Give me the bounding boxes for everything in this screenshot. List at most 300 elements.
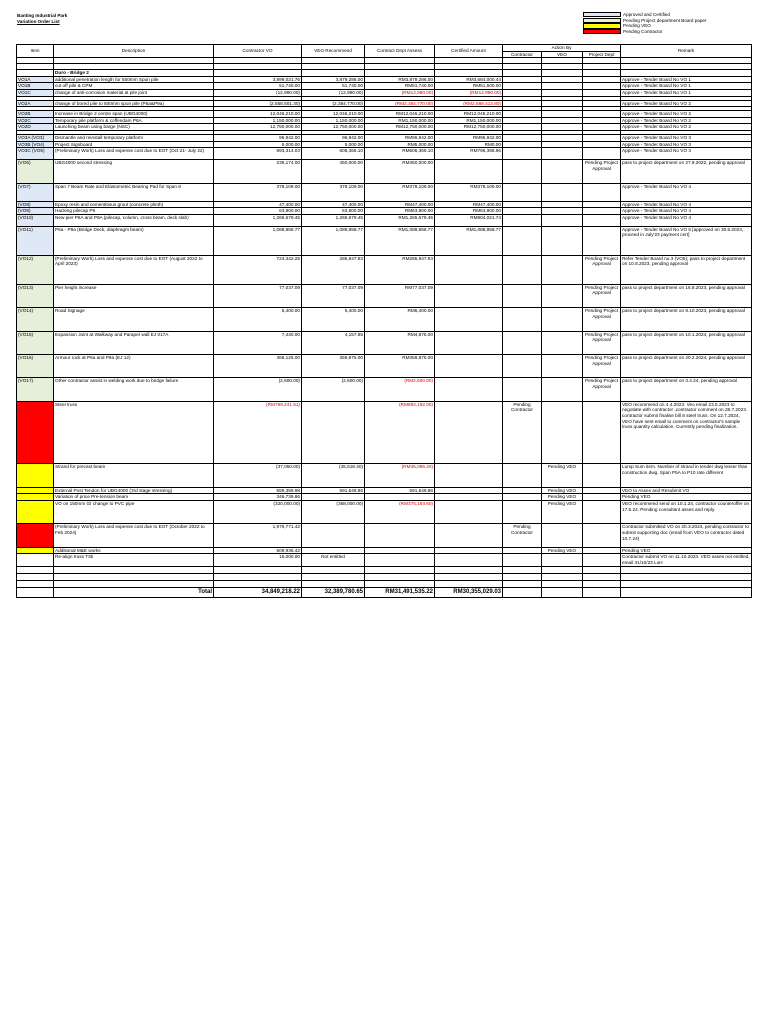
description-cell: Armour rock at P6a and P9a (EJ 12) [54, 355, 214, 378]
certified-amount-cell: RM378,109.00 [435, 183, 503, 201]
contract-dept-cell: RM4,875.00 [365, 331, 435, 354]
legend [583, 12, 707, 34]
description-cell: Variation of price Pre-tension beam [54, 494, 214, 501]
veo-recommend-cell: 96,942.00 [302, 134, 365, 141]
action-contractor-cell [503, 134, 542, 141]
contract-dept-cell [365, 524, 435, 547]
action-veo-cell [542, 134, 583, 141]
contract-dept-cell: (RM12,990.00) [365, 89, 435, 96]
veo-recommend-cell: 378,109.00 [302, 183, 365, 201]
action-contractor-cell [503, 76, 542, 83]
contractor-vo-cell: 1,150,000.00 [214, 117, 302, 124]
action-contractor-cell [503, 124, 542, 131]
action-contractor-cell [503, 331, 542, 354]
contract-dept-cell: RM359,875.00 [365, 355, 435, 378]
contract-dept-cell: (RM375,193.60) [365, 501, 435, 524]
certified-amount-cell [435, 554, 503, 566]
veo-recommend-cell: 6,400.00 [302, 308, 365, 331]
action-project-cell [583, 111, 621, 118]
action-project-cell [583, 401, 621, 464]
contractor-vo-cell: 7,440.00 [214, 331, 302, 354]
certified-amount-cell [435, 255, 503, 284]
remark-cell: pass to project department on 10.1.2024, pending approval [621, 331, 752, 354]
description-cell: additional penetration length for 500mm Spun pile [54, 76, 214, 83]
action-veo-cell [542, 401, 583, 464]
table-row [17, 355, 752, 378]
veo-recommend-cell: 47,400.00 [302, 201, 365, 208]
remark-cell: Lump Sum item. Number of strand in tender dwg lesser than construction dwg. Span P5A to P10 rate different [621, 464, 752, 487]
action-contractor-cell [503, 487, 542, 494]
action-project-cell [583, 141, 621, 148]
remark-cell: Approve - Tender Board No VO 4 [621, 183, 752, 201]
header-action-veo: VEO [542, 51, 583, 58]
item-cell: VO1B [17, 83, 54, 90]
action-contractor-cell [503, 226, 542, 255]
table-row [17, 554, 752, 566]
contract-dept-cell: RM378,109.00 [365, 183, 435, 201]
action-veo-cell [542, 183, 583, 201]
item-cell: (VO10) [17, 214, 54, 226]
action-contractor-cell [503, 214, 542, 226]
legend-swatch [583, 29, 621, 34]
description-cell: Launching beam using barge (NSC) [54, 124, 214, 131]
action-veo-cell [542, 226, 583, 255]
section-row [17, 70, 752, 77]
action-veo-cell [542, 160, 583, 183]
contract-dept-cell: RM1,265,679.45 [365, 214, 435, 226]
action-contractor-cell [503, 160, 542, 183]
item-cell: VO3A (VO3) [17, 134, 54, 141]
action-contractor-cell [503, 141, 542, 148]
action-veo-cell [542, 554, 583, 566]
veo-recommend-cell: (12,990.00) [302, 89, 365, 96]
header-remark: Remark [621, 45, 752, 58]
legend-label: Pending Project department Board paper [623, 17, 707, 23]
contractor-vo-cell: 239,174.00 [214, 160, 302, 183]
action-contractor-cell [503, 284, 542, 307]
item-cell: VO3C (VO5) [17, 148, 54, 160]
contractor-vo-cell: 1,265,679.45 [214, 214, 302, 226]
table-row [17, 183, 752, 201]
veo-recommend-cell: (368,000.00) [302, 501, 365, 524]
description-cell: Project Signboard [54, 141, 214, 148]
description-cell: cut off pile & CPM [54, 83, 214, 90]
certified-amount-cell: RM0.00 [435, 141, 503, 148]
action-veo-cell: Pending VEO [542, 501, 583, 524]
action-project-cell [583, 494, 621, 501]
legend-label: Pending VEO [623, 23, 651, 29]
action-project-cell [583, 524, 621, 547]
remark-cell: Approve - Tender Board No VO 2 [621, 124, 752, 131]
remark-cell: Approve - Tender Board No VO 1 [621, 83, 752, 90]
contract-dept-cell: (RM892,192.00) [365, 401, 435, 464]
veo-recommend-cell: (45,518.40) [302, 464, 365, 487]
action-veo-cell [542, 124, 583, 131]
description-cell: Steel truss [54, 401, 214, 464]
action-project-cell [583, 214, 621, 226]
remark-cell: Pending VEO [621, 494, 752, 501]
table-row [17, 83, 752, 90]
remark-cell: Approve - Tender Board No VO 2 [621, 100, 752, 107]
item-cell [17, 501, 54, 524]
certified-amount-cell [435, 487, 503, 494]
contractor-vo-cell: 3,899,021.76 [214, 76, 302, 83]
contractor-vo-cell: (320,000.00) [214, 501, 302, 524]
table-row [17, 134, 752, 141]
action-project-cell [583, 89, 621, 96]
legend-swatch [583, 23, 621, 28]
contract-dept-cell: (RM2,600.00) [365, 378, 435, 401]
description-cell: Hacking pilecap P9 [54, 208, 214, 215]
veo-recommend-cell: 606,366.10 [302, 148, 365, 160]
item-cell: VO1A [17, 76, 54, 83]
action-veo-cell [542, 141, 583, 148]
contract-dept-cell: RM96,942.00 [365, 134, 435, 141]
item-cell: VO2C [17, 117, 54, 124]
action-project-cell: Pending Project Approval [583, 355, 621, 378]
veo-recommend-cell: 1,088,958.77 [302, 226, 365, 255]
description-cell: New pier P6A and P9A (pilecap, column, cross beam, deck slab) [54, 214, 214, 226]
description-cell: Increase in Bridge 2 centre span (UBG4000) [54, 111, 214, 118]
table-row [17, 201, 752, 208]
action-project-cell [583, 183, 621, 201]
remark-cell: pass to project department on 27.9.2022, pending approval [621, 160, 752, 183]
description-cell: Dismantle and reinstall temporary platform [54, 134, 214, 141]
certified-amount-cell [435, 160, 503, 183]
remark-cell: Approve - Tender Board No VO 3 [621, 148, 752, 160]
item-cell: (VO6) [17, 160, 54, 183]
action-project-cell [583, 134, 621, 141]
header-description: Description [54, 45, 214, 58]
remark-cell: Approve - Tender Board No VO 3 [621, 134, 752, 141]
contractor-vo-cell: 47,400.00 [214, 201, 302, 208]
legend-item-pending-contractor [583, 29, 707, 35]
item-cell [17, 494, 54, 501]
action-veo-cell [542, 378, 583, 401]
veo-recommend-cell: (2,384,770.00) [302, 100, 365, 107]
contract-dept-cell [365, 547, 435, 554]
table-row [17, 255, 752, 284]
veo-recommend-cell: 5,000.00 [302, 141, 365, 148]
legend-swatch [583, 18, 621, 23]
table-row [17, 501, 752, 524]
action-veo-cell [542, 255, 583, 284]
action-project-cell [583, 547, 621, 554]
contractor-vo-cell: 1,088,958.77 [214, 226, 302, 255]
project-title: Banting Industrial Park [17, 13, 68, 18]
table-row [17, 141, 752, 148]
certified-amount-cell: (RM12,990.00) [435, 89, 503, 96]
veo-recommend-cell: 1,265,679.45 [302, 214, 365, 226]
action-project-cell [583, 554, 621, 566]
table-row [17, 547, 752, 554]
legend-swatch [583, 12, 621, 17]
action-contractor-cell [503, 183, 542, 201]
contract-dept-cell: RM63,900.00 [365, 208, 435, 215]
certified-amount-cell [435, 524, 503, 547]
item-cell: VO2D [17, 124, 54, 131]
table-row [17, 464, 752, 487]
contractor-vo-cell: 5,000.00 [214, 141, 302, 148]
veo-recommend-cell: 359,875.00 [302, 355, 365, 378]
table-body [17, 58, 752, 597]
remark-cell: Approve - Tender Board No VO 2 [621, 117, 752, 124]
action-veo-cell [542, 76, 583, 83]
action-contractor-cell [503, 464, 542, 487]
total-certified: RM30,355,029.03 [435, 587, 503, 597]
item-cell: (VO13) [17, 284, 54, 307]
header-action-project-dept: Project Dept [583, 51, 621, 58]
action-contractor-cell [503, 201, 542, 208]
contractor-vo-cell: 6,400.00 [214, 308, 302, 331]
description-cell: change of bored pile to 500mm spun pile (P6a&P9a) [54, 100, 214, 107]
header-action-by: Action By [503, 45, 621, 52]
table-row [17, 226, 752, 255]
contract-dept-cell: RM606,366.10 [365, 148, 435, 160]
contractor-vo-cell: 509,936.42 [214, 547, 302, 554]
veo-recommend-cell: 63,900.00 [302, 208, 365, 215]
table-row [17, 284, 752, 307]
veo-recommend-cell [302, 401, 365, 464]
item-cell [17, 401, 54, 464]
description-cell: Expansion Joint at Walkway and Parapet wall EJ 017A [54, 331, 214, 354]
action-veo-cell [542, 355, 583, 378]
action-veo-cell [542, 148, 583, 160]
remark-cell: Approve - Tender Board No VO 3 [621, 141, 752, 148]
description-cell: Strand for precast beam [54, 464, 214, 487]
item-cell [17, 554, 54, 566]
veo-recommend-cell: (2,600.00) [302, 378, 365, 401]
table-row [17, 148, 752, 160]
contract-dept-cell: (RM45,096.20) [365, 464, 435, 487]
table-row [17, 124, 752, 131]
spacer-row [17, 573, 752, 580]
description-cell: Pier height increase [54, 284, 214, 307]
contractor-vo-cell: (37,050.00) [214, 464, 302, 487]
certified-amount-cell: RM1,150,000.00 [435, 117, 503, 124]
remark-cell: Approve - Tender Board No VO 1 [621, 89, 752, 96]
certified-amount-cell: RM796,396.96 [435, 148, 503, 160]
remark-cell: Approve - Tender Board No VO 4 [621, 214, 752, 226]
contractor-vo-cell: 378,109.00 [214, 183, 302, 201]
action-veo-cell: Pending VEO [542, 487, 583, 494]
contract-dept-cell: RM450,000.00 [365, 160, 435, 183]
contract-dept-cell: RM12,750,000.00 [365, 124, 435, 131]
veo-recommend-cell: Not entitled [302, 554, 365, 566]
action-contractor-cell [503, 378, 542, 401]
certified-amount-cell: RM96,942.00 [435, 134, 503, 141]
item-cell: (VO9) [17, 208, 54, 215]
remark-cell: Refer Tender Board no.3 (VO5); pass to project department on 10.8.2023, pending approval [621, 255, 752, 284]
action-contractor-cell [503, 89, 542, 96]
action-veo-cell [542, 201, 583, 208]
item-cell: VO2B [17, 111, 54, 118]
item-cell: (VO7) [17, 183, 54, 201]
description-cell: External Post Tendon for UBG4000 (3rd stage stressing) [54, 487, 214, 494]
remark-cell: Contractor submit VO on 11.10.2023. VEO asses not entitled, email 31/10/23 LoH [622, 554, 750, 565]
certified-amount-cell: RM12,046,210.00 [435, 111, 503, 118]
action-project-cell [583, 117, 621, 124]
action-veo-cell [542, 331, 583, 354]
action-veo-cell [542, 117, 583, 124]
remark-cell: pass to project department on 20.2.2024, pending approval [621, 355, 752, 378]
header-contractor-vo: Contractor VO [214, 45, 302, 58]
action-veo-cell [542, 208, 583, 215]
remark-cell: VEO recommend send on 10.1.24, contractor counteroffer on 17.5.24. Pending consultant asses and reply. [621, 501, 752, 524]
action-project-cell: Pending Project Approval [583, 255, 621, 284]
action-contractor-cell [503, 494, 542, 501]
remark-cell: pass to project department on 9.10.2023, pending approval [621, 308, 752, 331]
veo-recommend-cell: 591,649.86 [302, 487, 365, 494]
contract-dept-cell [365, 494, 435, 501]
action-contractor-cell [503, 255, 542, 284]
header-action-contractor: Contractor [503, 51, 542, 58]
total-veo-recommend: 32,389,780.65 [302, 587, 365, 597]
action-project-cell [583, 201, 621, 208]
table-row [17, 524, 752, 547]
certified-amount-cell: RM51,500.00 [435, 83, 503, 90]
contract-dept-cell: RM6,400.00 [365, 308, 435, 331]
veo-recommend-cell: 51,740.00 [302, 83, 365, 90]
item-cell: (VO8) [17, 201, 54, 208]
action-project-cell: Pending Project Approval [583, 378, 621, 401]
contractor-vo-cell: 559,359.98 [214, 487, 302, 494]
header-veo-recommend: VEO Recommend [302, 45, 365, 58]
description-cell: (Preliminary Work) Loss and expense cost due to EOT (Oct 21- July 22) [54, 148, 214, 160]
action-project-cell [583, 464, 621, 487]
item-cell: VO3B (VO4) [17, 141, 54, 148]
contractor-vo-cell: (2,600.00) [214, 378, 302, 401]
action-contractor-cell: Pending Contractor [503, 524, 542, 547]
table-row [17, 401, 752, 464]
veo-recommend-cell: 77,037.09 [302, 284, 365, 307]
certified-amount-cell: RM3,684,000.44 [435, 76, 503, 83]
item-cell: (VO15) [17, 331, 54, 354]
header-certified-amount: Certified Amount [435, 45, 503, 58]
veo-recommend-cell: 286,947.93 [302, 255, 365, 284]
item-cell: VO2A [17, 100, 54, 107]
action-contractor-cell [503, 83, 542, 90]
action-veo-cell [542, 524, 583, 547]
remark-cell: VEO recommend on 4.4.2023. Veo email 23.5.2023 to negotiate with contractor ,contractor comment on 28.7.2023. contractor submit finalise bill 8 steel truss. On 12.7.2024, VEO have sent email to comment on contractor's sample truss quantity calculation. Currently pending finalization. [621, 401, 752, 464]
table-row [17, 111, 752, 118]
legend-label: Pending Contractor [623, 29, 663, 35]
spacer-row [17, 566, 752, 573]
contract-dept-cell: (RM2,384,770.00) [365, 100, 435, 107]
table-row [17, 378, 752, 401]
document-title: Variation Order List [17, 19, 60, 24]
action-project-cell: Pending Project Approval [583, 160, 621, 183]
table-row [17, 208, 752, 215]
table-row [17, 487, 752, 494]
action-veo-cell [542, 308, 583, 331]
remark-cell: Approve - Tender Board No VO 4 [621, 201, 752, 208]
description-cell: Road Signage [54, 308, 214, 331]
table-row [17, 100, 752, 107]
legend-item-pending-board [583, 18, 707, 24]
action-veo-cell: Pending VEO [542, 547, 583, 554]
veo-recommend-cell [302, 524, 365, 547]
action-project-cell [583, 100, 621, 107]
contract-dept-cell: RM5,000.00 [365, 141, 435, 148]
certified-amount-cell: RM12,750,000.00 [435, 124, 503, 131]
action-project-cell: Pending Project Approval [583, 308, 621, 331]
remark-cell: Approve - Tender Board No VO 5 [approved on 30.6.2023, proceed in July'23 payment cert] [621, 226, 752, 255]
contractor-vo-cell: 15,000.00 [214, 554, 302, 566]
contractor-vo-cell: 1,979,771.42 [214, 524, 302, 547]
certified-amount-cell [435, 331, 503, 354]
contractor-vo-cell: 346,739.86 [214, 494, 302, 501]
action-contractor-cell [503, 554, 542, 566]
certified-amount-cell: RM904,021.74 [435, 214, 503, 226]
item-cell [17, 547, 54, 554]
section-title: Duro - Bridge 2 [54, 70, 214, 77]
total-label: Total [54, 587, 214, 597]
contractor-vo-cell: 368,125.00 [214, 355, 302, 378]
action-project-cell [583, 76, 621, 83]
contractor-vo-cell: (2,558,501.30) [214, 100, 302, 107]
action-contractor-cell [503, 111, 542, 118]
certified-amount-cell [435, 308, 503, 331]
certified-amount-cell [435, 494, 503, 501]
action-veo-cell [542, 111, 583, 118]
remark-cell: Contractor submitted VO on 20.3.2024, pending contractor to submit supporting doc (email from VEO to contractor dated 10.7.24) [621, 524, 752, 547]
veo-recommend-cell: 12,750,000.00 [302, 124, 365, 131]
item-cell [17, 487, 54, 494]
legend-label: Approved and Certified [623, 12, 670, 18]
table-row [17, 308, 752, 331]
contractor-vo-cell: 63,900.00 [214, 208, 302, 215]
certified-amount-cell [435, 378, 503, 401]
contract-dept-cell: RM3,879,286.00 [365, 76, 435, 83]
certified-amount-cell [435, 464, 503, 487]
certified-amount-cell [435, 355, 503, 378]
action-contractor-cell [503, 501, 542, 524]
contractor-vo-cell: (RM789,241.51) [214, 401, 302, 464]
veo-recommend-cell: 1,150,000.00 [302, 117, 365, 124]
certified-amount-cell: (RM2,689,413.80) [435, 100, 503, 107]
description-cell: VO on 150mm GI change to PVC pipe [54, 501, 214, 524]
description-cell: Re-align truss T3b [54, 554, 214, 566]
total-row [17, 587, 752, 597]
item-cell: (VO17) [17, 378, 54, 401]
action-veo-cell [542, 284, 583, 307]
description-cell: (Preliminary Work) Loss and expense cost due to EOT (August 2022 to April 2023) [54, 255, 214, 284]
veo-recommend-cell [302, 494, 365, 501]
item-cell: (VO14) [17, 308, 54, 331]
contractor-vo-cell: 51,740.00 [214, 83, 302, 90]
contract-dept-cell: RM77,037.09 [365, 284, 435, 307]
action-project-cell [583, 83, 621, 90]
description-cell: (Preliminary Work) Loss and expense cost due to EOT (October 2022 to Feb 2024) [54, 524, 214, 547]
item-cell [17, 524, 54, 547]
table-row [17, 160, 752, 183]
total-contractor-vo: 34,849,218.22 [214, 587, 302, 597]
item-cell: (VO12) [17, 255, 54, 284]
certified-amount-cell: RM1,088,958.77 [435, 226, 503, 255]
description-cell: Other contractor assist in welding work due to bridge failure [54, 378, 214, 401]
action-veo-cell: Pending VEO [542, 464, 583, 487]
table-row [17, 494, 752, 501]
certified-amount-cell [435, 401, 503, 464]
veo-recommend-cell: 3,879,286.00 [302, 76, 365, 83]
action-project-cell [583, 501, 621, 524]
certified-amount-cell [435, 547, 503, 554]
veo-recommend-cell: 12,046,210.00 [302, 111, 365, 118]
action-contractor-cell: Pending Contractor [503, 401, 542, 464]
description-cell: Span 7 Beam Rate and Elastometric Bearing Pad for Span 8 [54, 183, 214, 201]
action-contractor-cell [503, 355, 542, 378]
